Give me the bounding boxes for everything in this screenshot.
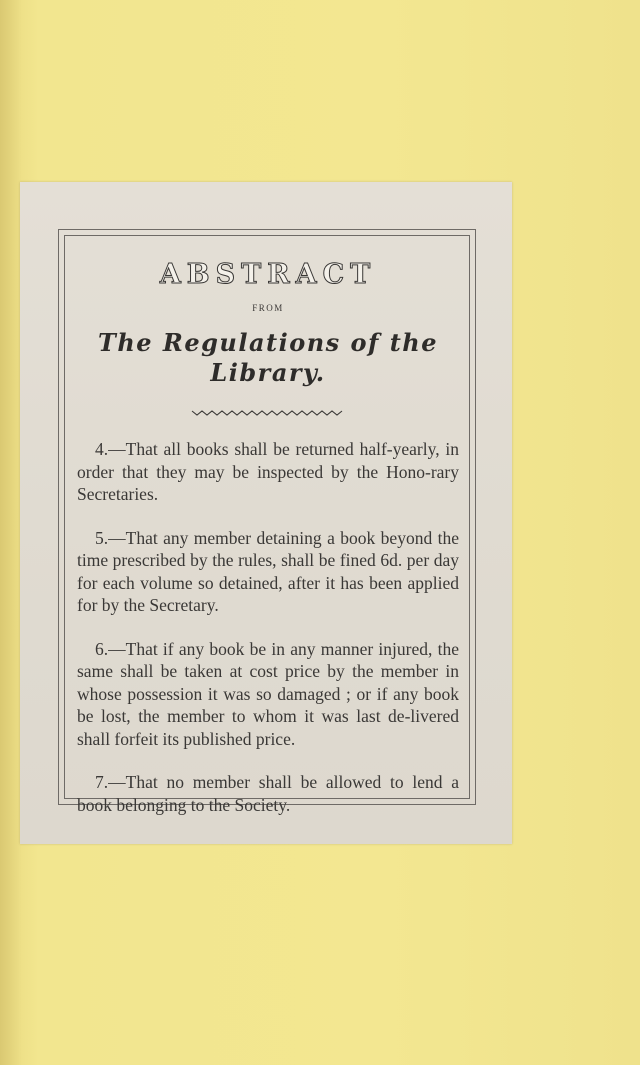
page-edge-shadow [0, 0, 22, 1065]
notice-content [77, 258, 459, 837]
notice-card [20, 182, 512, 844]
outer-border-frame [58, 229, 476, 815]
rule-item-7: 7.—That no member shall be allowed to lend a book belonging to the Society. [77, 772, 459, 815]
rules-list [77, 438, 459, 816]
wavy-ornament-divider [190, 408, 346, 418]
rule-item-6: 6.—That if any book be in any manner injured, the same shall be taken at cost price by the member in whose possession it was so damaged ; or if any book be lost, the member to whom it was last de-livered shall forfeit its published price. [77, 638, 459, 749]
regulations-subtitle: The Regulations of the Library. [97, 328, 439, 387]
rule-item-5: 5.—That any member detaining a book beyond the time prescribed by the rules, shall be fined 6d. per day for each volume so detained, after it has been applied for by the Secretary. [77, 527, 459, 615]
abstract-title: ABSTRACT [159, 259, 377, 290]
rule-item-4: 4.—That all books shall be returned half-yearly, in order that they may be inspected by the Hono-rary Secretaries. [77, 439, 459, 504]
from-label: FROM [252, 303, 284, 313]
